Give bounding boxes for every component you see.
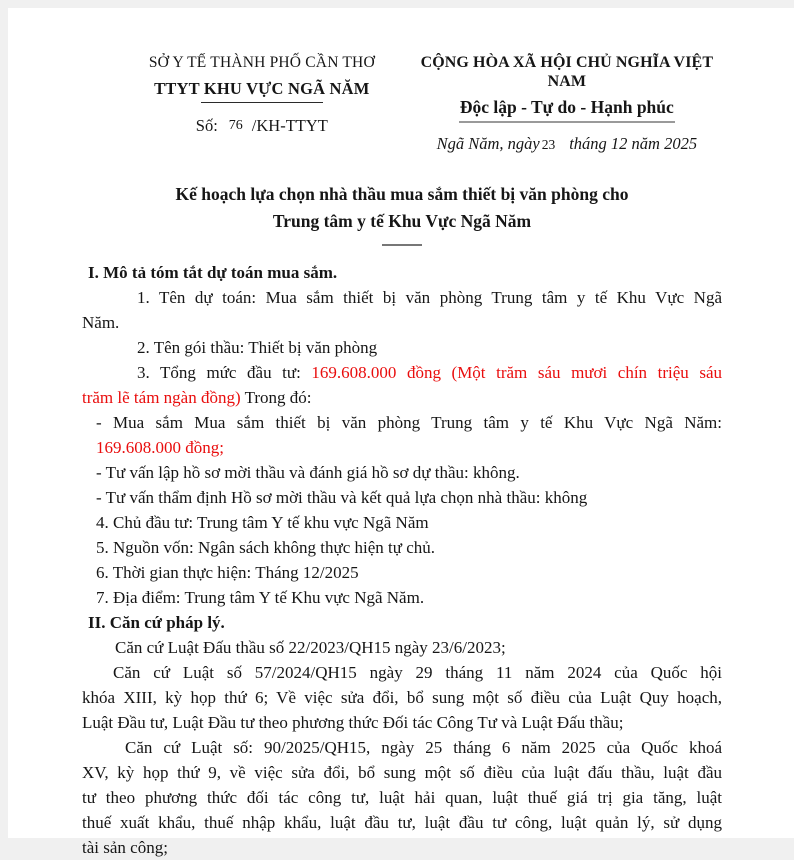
text-run: Năm. xyxy=(82,313,120,332)
item-1-line-2 xyxy=(82,310,722,335)
legal-basis-3-line-4 xyxy=(82,810,722,835)
text-run: 5. Nguồn vốn: Ngân sách không thực hiện tự chủ. xyxy=(96,538,436,557)
text-run: Trong đó: xyxy=(240,388,312,407)
document-page xyxy=(8,8,794,857)
legal-basis-3-line-3 xyxy=(82,785,722,810)
title-line-1: Kế hoạch lựa chọn nhà thầu mua sắm thiết bị văn phòng cho xyxy=(175,184,629,204)
date-prefix: Ngã Năm, ngày xyxy=(436,134,540,153)
amount-red-text: trăm lẽ tám ngàn đồng) xyxy=(82,388,241,407)
legal-basis-2-line-3 xyxy=(82,710,722,735)
text-run: khóa XIII, kỳ họp thứ 6; Về việc sửa đổi, bổ sung một số điều của Luật Quy hoạch, xyxy=(82,688,722,707)
item-2 xyxy=(82,335,722,360)
text-run: thuế xuất khẩu, thuế nhập khẩu, luật đầu tư, luật đầu tư công, luật quản lý, sử dụng xyxy=(82,813,722,832)
document-header xyxy=(82,8,722,155)
header-separator-line xyxy=(201,102,323,103)
sub-item-purchase-line-1 xyxy=(82,410,722,435)
date-day: 23 xyxy=(541,137,556,152)
sub-item-consulting-2 xyxy=(82,485,722,510)
motto-separator-line xyxy=(459,121,675,123)
amount-red-text: 169.608.000 đồng; xyxy=(96,438,224,457)
header-issuing-org xyxy=(118,53,406,155)
legal-basis-3-line-1 xyxy=(82,735,722,760)
item-1-line-1 xyxy=(82,285,722,310)
text-run: XV, kỳ họp thứ 9, về việc sửa đổi, bổ sung một số điều của luật đấu thầu, luật đầu xyxy=(82,763,722,782)
document-body xyxy=(82,260,722,860)
text-run: Căn cứ Luật số: 90/2025/QH15, ngày 25 tháng 6 năm 2025 của Quốc khoá xyxy=(125,738,722,757)
number-label: Số: xyxy=(195,116,218,135)
text-run: Căn cứ Luật số 57/2024/QH15 ngày 29 tháng 11 năm 2024 của Quốc hội xyxy=(113,663,722,682)
document-number: 76 xyxy=(228,118,243,133)
place-date-line xyxy=(412,133,722,155)
legal-basis-3-line-2 xyxy=(82,760,722,785)
text-run: 4. Chủ đầu tư: Trung tâm Y tế khu vực Ngã Năm xyxy=(96,513,429,532)
sub-item-consulting-1 xyxy=(82,460,722,485)
document-title xyxy=(82,181,722,246)
legal-basis-2-line-1 xyxy=(82,660,722,685)
number-suffix: /KH-TTYT xyxy=(251,116,328,135)
header-national xyxy=(412,53,722,155)
title-line-2: Trung tâm y tế Khu Vực Ngã Năm xyxy=(272,211,532,231)
item-7 xyxy=(82,585,722,610)
text-run: 6. Thời gian thực hiện: Tháng 12/2025 xyxy=(96,563,359,582)
text-run: - Tư vấn thẩm định Hồ sơ mời thầu và kết quả lựa chọn nhà thầu: không xyxy=(96,488,588,507)
item-6 xyxy=(82,560,722,585)
text-run: - Mua sắm Mua sắm thiết bị văn phòng Trung tâm y tế Khu Vực Ngã Năm: xyxy=(96,413,722,432)
item-3-line-1 xyxy=(82,360,722,385)
national-motto-line1: CỘNG HÒA XÃ HỘI CHỦ NGHĨA VIỆT NAM xyxy=(420,54,714,90)
document-content xyxy=(8,8,794,860)
text-run: 7. Địa điểm: Trung tâm Y tế Khu vực Ngã Năm. xyxy=(96,588,425,607)
org-name: TTYT KHU VỰC NGÃ NĂM xyxy=(154,79,370,98)
text-run: Luật Đầu tư, Luật Đầu tư theo phương thức Đối tác Công Tư và Luật Đấu thầu; xyxy=(82,713,624,732)
sub-item-purchase-line-2 xyxy=(82,435,722,460)
amount-red-text: 169.608.000 đồng (Một trăm sáu mươi chín triệu sáu xyxy=(311,363,723,382)
item-3-line-2 xyxy=(82,385,722,410)
text-run: 1. Tên dự toán: Mua sắm thiết bị văn phòng Trung tâm y tế Khu Vực Ngã xyxy=(137,288,722,307)
text-run: I. Mô tả tóm tắt dự toán mua sắm. xyxy=(88,263,338,282)
document-number-line xyxy=(118,115,406,139)
section-2-heading xyxy=(82,610,722,635)
text-run: 3. Tổng mức đầu tư: xyxy=(137,363,312,382)
text-run: II. Căn cứ pháp lý. xyxy=(88,613,225,632)
text-run: Căn cứ Luật Đấu thầu số 22/2023/QH15 ngày 23/6/2023; xyxy=(115,638,506,657)
legal-basis-2-line-2 xyxy=(82,685,722,710)
national-motto-line2: Độc lập - Tự do - Hạnh phúc xyxy=(459,97,674,117)
text-run: tư theo phương thức đối tác công tư, luật hải quan, luật thuế giá trị gia tăng, luật xyxy=(82,788,722,807)
legal-basis-1 xyxy=(82,635,722,660)
org-parent-name: SỞ Y TẾ THÀNH PHỐ CẦN THƠ xyxy=(148,54,375,71)
item-4 xyxy=(82,510,722,535)
date-suffix: tháng 12 năm 2025 xyxy=(569,134,698,153)
legal-basis-3-line-5 xyxy=(82,835,722,860)
section-1-heading xyxy=(82,260,722,285)
text-run: tài sản công; xyxy=(82,838,168,857)
text-run: - Tư vấn lập hồ sơ mời thầu và đánh giá hồ sơ dự thầu: không. xyxy=(96,463,520,482)
text-run: 2. Tên gói thầu: Thiết bị văn phòng xyxy=(137,338,378,357)
title-separator-line xyxy=(382,244,422,246)
item-5 xyxy=(82,535,722,560)
